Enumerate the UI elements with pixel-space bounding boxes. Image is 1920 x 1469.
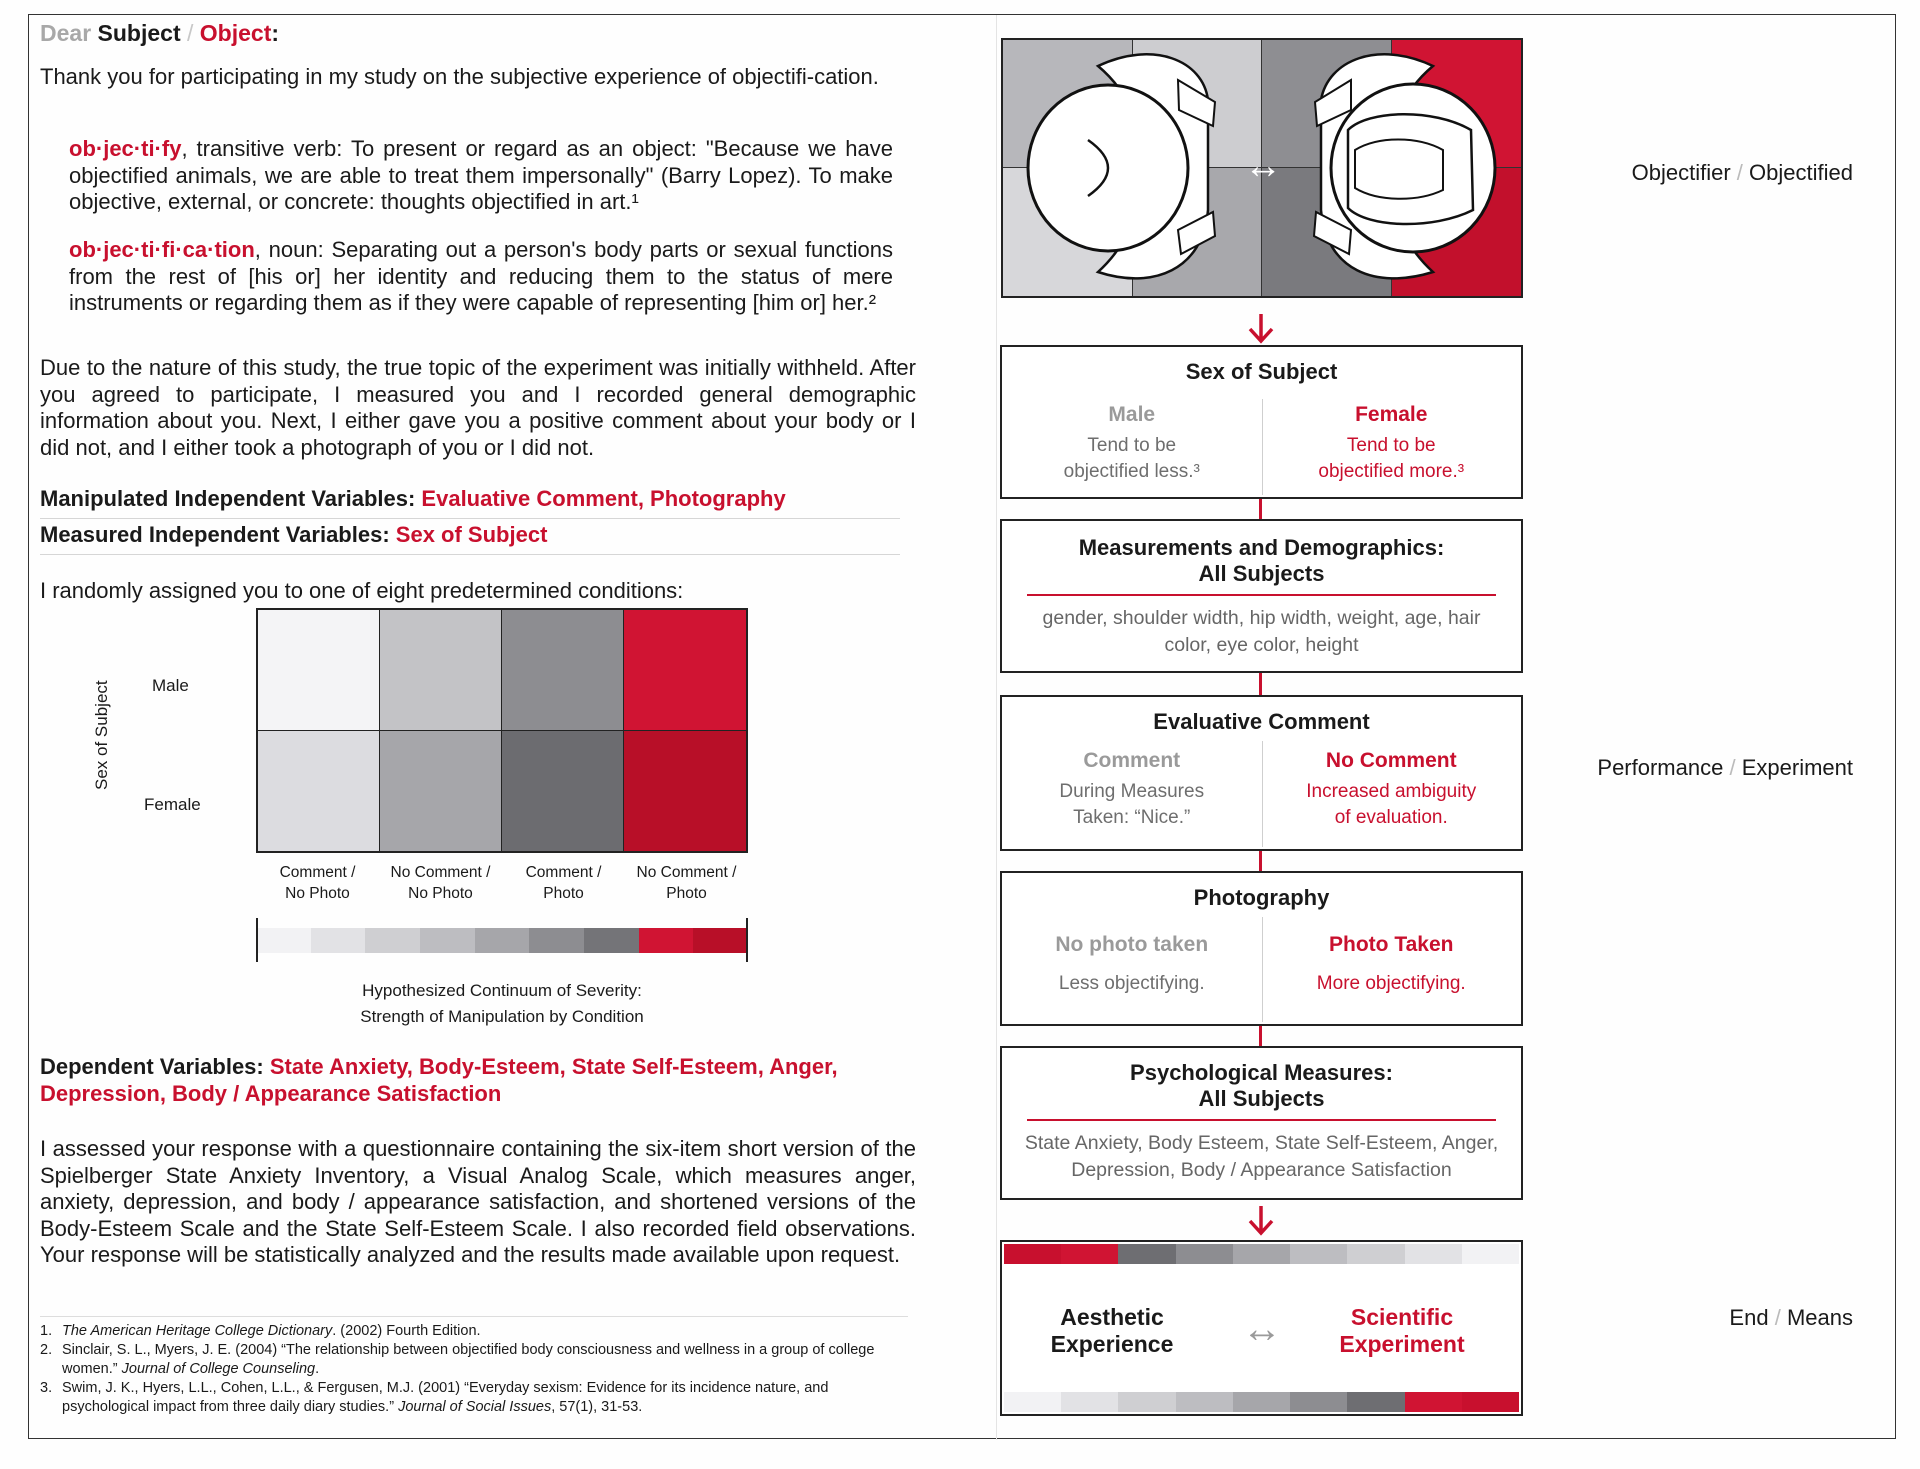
connector: [1259, 1026, 1262, 1046]
salutation-object: Object: [199, 20, 272, 46]
side-label-end-means: [1729, 1305, 1853, 1331]
side-label-slash: /: [1774, 1305, 1781, 1330]
continuum-segment: [365, 928, 420, 953]
condition-cell: [380, 731, 502, 852]
footnote-rest: , 57(1), 31-53.: [551, 1399, 643, 1415]
footnote-number: 2.: [40, 1342, 53, 1358]
box-title: [1002, 1060, 1521, 1112]
condition-cell: [258, 731, 380, 852]
assessment-paragraph: I assessed your response with a questionnaire containing the six-item short version of the Spielberger State Anxiety Inventory, a Visual Analog Scale, which measures anger, anxiety, depression, and body / appearance satisfaction, and shortened versions of the Body-Esteem Scale and the State Self-Esteem Scale. I also recorded field observations. Your response will be statistically analyzed and the results made available upon request.: [40, 1136, 916, 1267]
side-label-part: End: [1729, 1305, 1769, 1330]
strip-segment: [1233, 1244, 1290, 1264]
box-column-right: [1262, 749, 1522, 831]
side-label-part: Objectifier: [1631, 160, 1731, 185]
column-text: During Measures Taken: “Nice.”: [1059, 781, 1205, 828]
box-column-right: [1262, 403, 1522, 485]
box-title: [1002, 535, 1521, 587]
connector: [1259, 673, 1262, 695]
footnote-number: 1.: [40, 1323, 53, 1339]
strip-segment: [1347, 1244, 1404, 1264]
strip-segment: [1118, 1392, 1175, 1412]
manipulated-variables: [40, 486, 786, 512]
condition-cell: [624, 610, 746, 731]
definition-objectify: [69, 136, 893, 216]
condition-cell: [380, 610, 502, 731]
strip-segment: [1061, 1392, 1118, 1412]
salutation: [40, 20, 279, 47]
column-label-line: No Comment /: [390, 864, 491, 881]
column-label-line: Comment /: [525, 864, 602, 881]
box-title-line: Psychological Measures:: [1130, 1060, 1393, 1085]
strip-segment: [1176, 1392, 1233, 1412]
continuum-segment: [693, 928, 748, 953]
strip-segment: [1061, 1244, 1118, 1264]
column-label: [502, 862, 625, 904]
continuum-caption-line: Strength of Manipulation by Condition: [360, 1007, 644, 1026]
nature-paragraph: Due to the nature of this study, the true topic of the experiment was initially withheld. After you agreed to participate, I measured you and I recorded general demographic information about you. Next, I either gave you a positive comment about your body or I did not, and I either took a photograph of you or I did not.: [40, 355, 916, 460]
aesthetic-experience-label: Aesthetic Experience: [1050, 1304, 1174, 1357]
definition-text: , noun: Separating out a person's body parts or sexual functions from the rest of [his or] her identity and reducing them to the status of mere instruments or regarding them as if they were capable of representing [him or] her.²: [69, 237, 893, 315]
box-title-line: Measurements and Demographics:: [1078, 535, 1445, 560]
column-text: More objectifying.: [1316, 973, 1466, 994]
red-divider: [1027, 1119, 1496, 1121]
column-heading: Female: [1355, 403, 1428, 426]
column-heading: Photo Taken: [1329, 933, 1454, 956]
footnote-text: [62, 1379, 910, 1417]
footnote: [40, 1322, 910, 1341]
fold-line: [996, 15, 997, 1440]
strip-segment: [1233, 1392, 1290, 1412]
footnote-number: 3.: [40, 1380, 53, 1396]
condition-cell: [502, 731, 624, 852]
footnote-rest: .: [315, 1361, 320, 1377]
continuum-segment: [529, 928, 584, 953]
footnote: [40, 1341, 910, 1379]
double-arrow-icon: ↔: [1242, 1307, 1282, 1351]
footnote-pre: Sinclair, S. L., Myers, J. E. (2004) “The relationship between objectified body consciousness and wellness in a group of college women.”: [62, 1342, 875, 1377]
connector: [1259, 851, 1262, 871]
strip-segment: [1290, 1244, 1347, 1264]
footnote-text: [62, 1322, 481, 1341]
footnote-pre: Swim, J. K., Hyers, L.L., Cohen, L.L., & Fergusen, M.J. (2001) “Everyday sexism: Evidence for its incidence nature, and psychological impact from three daily diary studies.”: [62, 1380, 829, 1415]
red-divider: [1027, 594, 1496, 596]
strip-segment: [1004, 1392, 1061, 1412]
side-label-part: Objectified: [1749, 160, 1853, 185]
psychological-measures-box: [1000, 1046, 1523, 1200]
strip-segment: [1290, 1392, 1347, 1412]
definition-term: ob·jec·ti·fi·ca·tion: [69, 237, 255, 262]
strip-segment: [1347, 1392, 1404, 1412]
column-heading: Male: [1108, 403, 1156, 426]
scientific-experiment-label: Scientific Experiment: [1339, 1304, 1465, 1357]
column-heading: No Comment: [1325, 749, 1457, 772]
side-label-part: Experiment: [1741, 755, 1853, 780]
box-title: Sex of Subject: [1185, 359, 1338, 384]
strip-segment: [1118, 1244, 1175, 1264]
double-arrow-icon: ↔: [1244, 145, 1282, 187]
footnotes: [40, 1322, 910, 1417]
definition-term: ob·jec·ti·fy: [69, 136, 182, 161]
side-label-slash: /: [1736, 160, 1743, 185]
box-column-right: [1262, 933, 1522, 997]
footnote-title: The American Heritage College Dictionary: [62, 1323, 333, 1339]
definition-objectification: [69, 237, 893, 317]
footnote-divider: [40, 1316, 908, 1317]
continuum-segment: [311, 928, 366, 953]
dependent-value: State Anxiety, Body-Esteem, State Self-Esteem, Anger, Depression, Body / Appearance Satisfaction: [40, 1054, 838, 1106]
gradient-strip-bottom: [1004, 1392, 1519, 1412]
row-label-female: Female: [144, 795, 201, 814]
continuum-caption: [256, 978, 748, 1030]
row-label-male: Male: [152, 676, 189, 695]
condition-cell: [624, 731, 746, 852]
column-label-line: Photo: [666, 885, 707, 902]
dependent-label: Dependent Variables:: [40, 1054, 264, 1079]
condition-cell: [258, 610, 380, 731]
column-label-line: Photo: [543, 885, 584, 902]
column-label: [625, 862, 748, 904]
definition-text: , transitive verb: To present or regard as an object: "Because we have objectified animals, we are able to treat them impersonally" (Barry Lopez). To make objective, external, or concrete: thoughts objectified in art.¹: [69, 136, 893, 214]
strip-segment: [1462, 1244, 1519, 1264]
continuum-end-tick: [746, 918, 748, 962]
column-text: Tend to be objectified less.³: [1063, 435, 1200, 482]
strip-segment: [1176, 1244, 1233, 1264]
condition-cell: [502, 610, 624, 731]
dependent-variables: [40, 1054, 920, 1107]
measured-variables: [40, 522, 547, 548]
column-text: Increased ambiguity of evaluation.: [1306, 781, 1477, 828]
column-label-line: No Comment /: [636, 864, 737, 881]
measurements-box: [1000, 519, 1523, 673]
box-text: gender, shoulder width, hip width, weight, age, hair color, eye color, height: [1042, 607, 1481, 656]
box-column-left: [1002, 933, 1262, 997]
side-label-performance: [1597, 755, 1853, 781]
severity-continuum-bar: [256, 928, 748, 953]
box-title-line: All Subjects: [1198, 1086, 1325, 1111]
sex-of-subject-box: [1000, 345, 1523, 499]
footnote-rest: . (2002) Fourth Edition.: [332, 1323, 481, 1339]
divider: [40, 554, 900, 555]
assigned-paragraph: I randomly assigned you to one of eight predetermined conditions:: [40, 578, 684, 603]
column-text: Less objectifying.: [1058, 973, 1205, 994]
strip-segment: [1405, 1244, 1462, 1264]
end-means-box: [1000, 1240, 1523, 1416]
continuum-segment: [420, 928, 475, 953]
side-label-part: Performance: [1597, 755, 1724, 780]
column-label-line: Comment /: [279, 864, 356, 881]
footnote-title: Journal of Social Issues: [398, 1399, 552, 1415]
column-heading: No photo taken: [1055, 933, 1209, 956]
continuum-segment: [584, 928, 639, 953]
salutation-subject: Subject: [97, 20, 181, 46]
strip-segment: [1004, 1244, 1061, 1264]
column-text: Tend to be objectified more.³: [1318, 435, 1465, 482]
y-axis-label: Sex of Subject: [92, 680, 111, 790]
box-title: Evaluative Comment: [1153, 709, 1370, 734]
continuum-segment: [639, 928, 694, 953]
measured-label: Measured Independent Variables:: [40, 522, 390, 547]
measured-value: Sex of Subject: [395, 522, 548, 547]
photography-box: [1000, 871, 1523, 1026]
box-title: Photography: [1193, 885, 1330, 910]
box-column-left: [1002, 749, 1262, 831]
manipulated-value: Evaluative Comment, Photography: [421, 486, 786, 511]
intro-paragraph: Thank you for participating in my study on the subjective experience of objectifi-cation.: [40, 64, 879, 89]
column-label: [379, 862, 502, 904]
continuum-segment: [256, 928, 311, 953]
continuum-caption-line: Hypothesized Continuum of Severity:: [362, 981, 642, 1000]
arrow-down-icon: [1247, 314, 1275, 349]
column-label-line: No Photo: [285, 885, 350, 902]
side-label-part: Means: [1786, 1305, 1853, 1330]
gradient-strip-top: [1004, 1244, 1519, 1264]
footnote-text: [62, 1341, 910, 1379]
box-column-left: [1002, 403, 1262, 485]
evaluative-comment-box: [1000, 695, 1523, 851]
box-title-line: All Subjects: [1198, 561, 1325, 586]
divider: [40, 518, 900, 519]
salutation-colon: :: [271, 20, 280, 46]
strip-segment: [1405, 1392, 1462, 1412]
objectifier-photo-panel: [1001, 38, 1523, 298]
manipulated-label: Manipulated Independent Variables:: [40, 486, 416, 511]
arrow-down-icon: [1247, 1206, 1275, 1241]
column-heading: Comment: [1083, 749, 1181, 772]
box-text: State Anxiety, Body Esteem, State Self-Esteem, Anger, Depression, Body / Appearance Satisfaction: [1024, 1132, 1499, 1181]
salutation-dear: Dear: [40, 20, 92, 46]
condition-grid: [256, 608, 748, 853]
column-label: [256, 862, 379, 904]
connector: [1259, 499, 1262, 519]
footnote: [40, 1379, 910, 1417]
continuum-end-tick: [256, 918, 258, 962]
strip-segment: [1462, 1392, 1519, 1412]
continuum-segment: [475, 928, 530, 953]
salutation-slash: /: [187, 20, 194, 46]
side-label-slash: /: [1729, 755, 1736, 780]
side-label-objectifier: [1632, 160, 1853, 186]
column-label-line: No Photo: [408, 885, 473, 902]
footnote-title: Journal of College Counseling: [121, 1361, 316, 1377]
